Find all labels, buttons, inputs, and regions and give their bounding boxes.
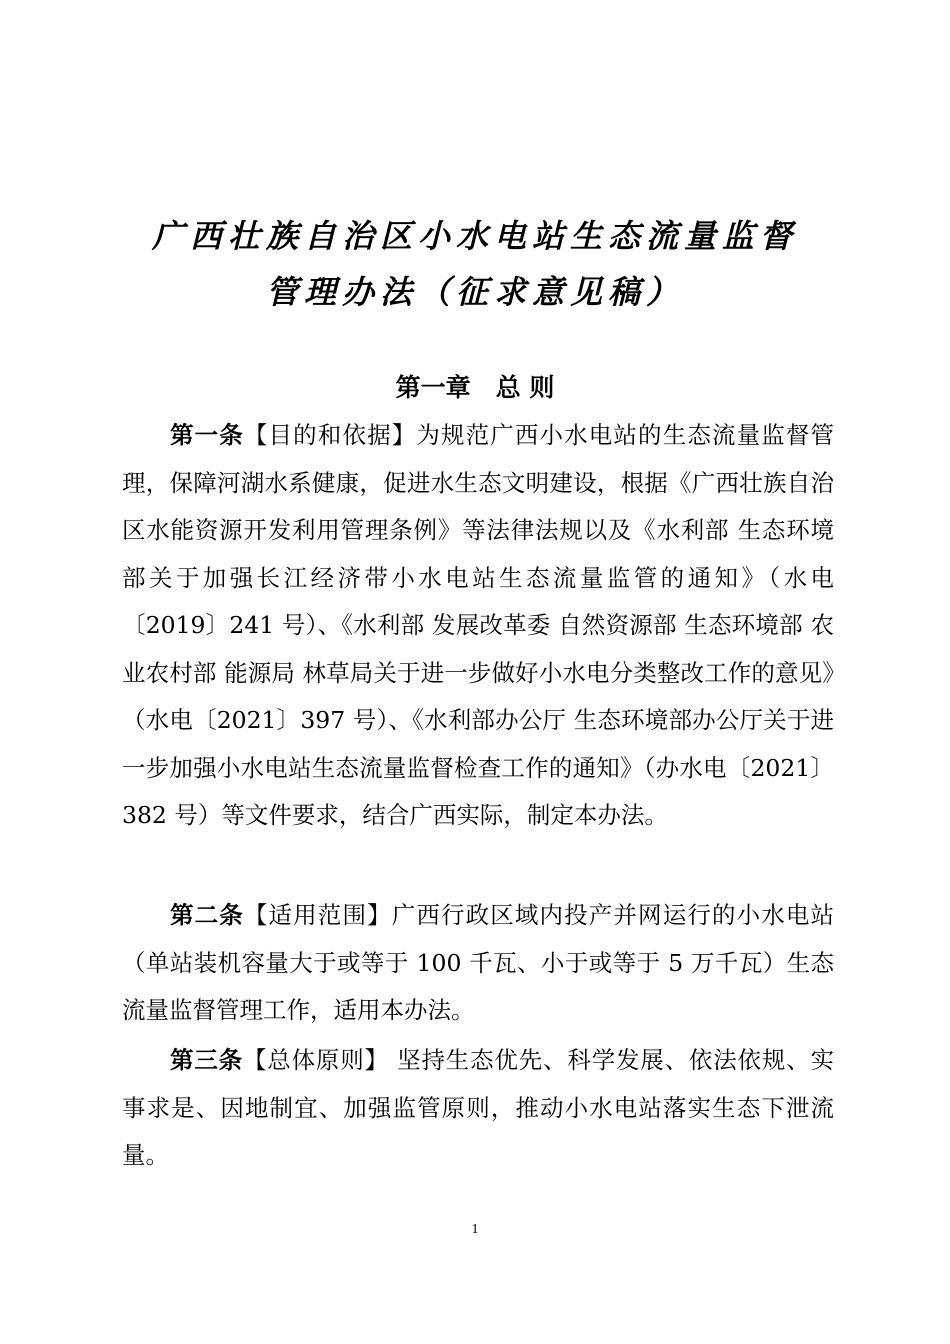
page-number: 1 (471, 1222, 479, 1237)
chapter-heading: 第一章 总 则 (395, 373, 555, 402)
document-title-line-2: 管理办法（征求意见稿） (265, 273, 684, 311)
article-3-text: 【总体原则】 坚持生态优先、科学发展、依法依规、实事求是、因地制宜、加强监管原则，推动小水电站落实生态下泄流量。 (122, 1046, 834, 1169)
article-2-text: 【适用范围】广西行政区域内投产并网运行的小水电站（单站装机容量大于或等于 100 千瓦、小于或等于 5 万千瓦）生态流量监督管理工作，适用本办法。 (122, 901, 835, 1024)
document-title-line-1: 广西壮族自治区小水电站生态流量监督 (151, 217, 798, 255)
article-2 (122, 892, 834, 1035)
article-1-heading: 第一条 (170, 421, 244, 449)
article-3-heading: 第三条 (170, 1046, 243, 1074)
article-1 (122, 412, 834, 840)
article-1-text: 【目的和依据】为规范广西小水电站的生态流量监督管理，保障河湖水系健康，促进水生态文明建设，根据《广西壮族自治区水能资源开发利用管理条例》等法律法规以及《水利部 生态环境部关于加强长江经济带小水电站生态流量监管的通知》（水电〔2019〕241 号）、《水利部 发展改革委 自然资源部 生态环境部 农业农村部 能源局 林草局关于进一步做好小水电分类整改工作的意见》（水电〔2021〕397 号）、《水利部办公厅 生态环境部办公厅关于进一步加强小水电站生态流量监督检查工作的通知》（办水电〔2021〕382 号）等文件要求，结合广西实际，制定本办法。 (122, 421, 835, 829)
article-2-heading: 第二条 (170, 901, 244, 929)
article-3 (122, 1037, 834, 1180)
